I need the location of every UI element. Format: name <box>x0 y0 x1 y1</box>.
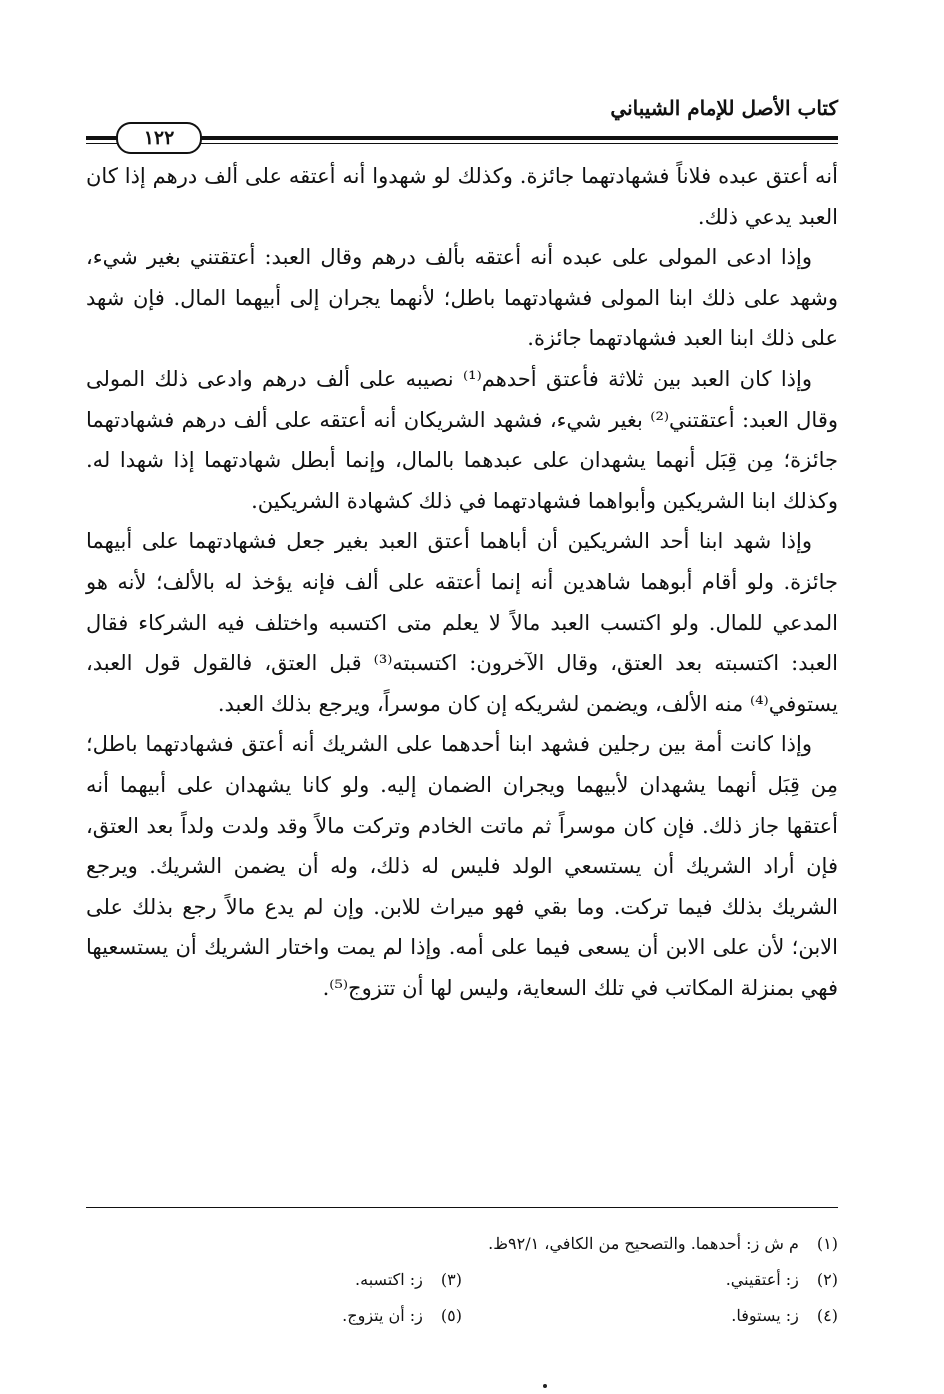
page-number: ١٢٢ <box>143 127 175 149</box>
footnote-separator <box>86 1207 838 1208</box>
bottom-dot <box>543 1384 547 1388</box>
footnotes <box>86 1226 838 1334</box>
paragraph-2: وإذا ادعى المولى على عبده أنه أعتقه بألف درهم وقال العبد: أعتقتني بغير شيء، وشهد على ذلك ابنا المولى فشهادتهما باطل؛ لأنهما يجران إلى أبيهما المال. فإن شهد على ذلك ابنا العبد فشهادتهما جائزة. <box>86 245 838 351</box>
footnote-text: م ش ز: أحدهما. والتصحيح من الكافي، ٩٢/١ظ. <box>488 1234 799 1253</box>
footnote-number: (١) <box>816 1234 838 1253</box>
footnote-text: ز: يستوفا. <box>731 1306 799 1325</box>
paragraph-5: وإذا كانت أمة بين رجلين فشهد ابنا أحدهما على الشريك أنه أعتق فشهادتهما باطل؛ مِن قِبَل أنهما يشهدان لأبيهما ويجران الضمان إليه. ولو كانا يشهدان على أبيهما أنه أعتقها جاز ذلك. فإن كان موسراً ثم ماتت الخادم وتركت مالاً وقد ولدت ولداً بعد العتق، فإن أراد الشريك أن يستسعي الولد فليس له ذلك، وله أن يضمن الشريك. ويرجع الشريك بذلك فيما تركت. وما بقي فهو ميراث للابن. وإن لم يدع مالاً رجع بذلك على الابن؛ لأن على الابن أن يسعى فيما على أمه. وإذا لم يمت واختار الشريك أن يستسعيها فهي بمنزلة المكاتب في تلك السعاية، وليس لها أن تتزوج⁽⁵⁾. <box>86 732 838 1000</box>
paragraph-3: وإذا كان العبد بين ثلاثة فأعتق أحدهم⁽¹⁾ نصيبه على ألف درهم وادعى ذلك المولى وقال العبد: أعتقتني⁽²⁾ بغير شيء، فشهد الشريكان أنه أعتقه على ألف درهم فشهادتهما جائزة؛ مِن قِبَل أنهما يشهدان على عبدهما بالمال، وإنما أبطل شهادتهما إذا شهدا له. وكذلك ابنا الشريكين وأبواهما فشهادتهما في ذلك كشهادة الشريكين. <box>86 366 838 513</box>
footnote-4 <box>462 1298 838 1334</box>
footnote-3 <box>86 1262 462 1298</box>
footnote-row <box>86 1226 838 1262</box>
main-text <box>86 156 838 1008</box>
footnote-text: ز: اكتسبه. <box>355 1270 423 1289</box>
footnote-row <box>86 1262 838 1298</box>
footnote-2 <box>462 1262 838 1298</box>
footnote-text: ز: أن يتزوج. <box>342 1306 423 1325</box>
running-header <box>86 92 838 150</box>
paragraph-4: وإذا شهد ابنا أحد الشريكين أن أباهما أعتق العبد بغير جعل فشهادتهما على أبيهما جائزة. ولو أقام أبوهما شاهدين أنه إنما أعتقه على ألف فإنه يؤخذ له بالألف؛ لأنه هو المدعي للمال. ولو اكتسب العبد مالاً لا يعلم متى اكتسبه واختلف فيه الشركاء فقال العبد: اكتسبته بعد العتق، وقال الآخرون: اكتسبته⁽³⁾ قبل العتق، فالقول قول العبد، يستوفي⁽⁴⁾ منه الألف، ويضمن لشريكه إن كان موسراً، ويرجع بذلك العبد. <box>86 529 838 716</box>
footnote-number: (٥) <box>440 1306 462 1325</box>
footnote-number: (٢) <box>816 1270 838 1289</box>
book-title: كتاب الأصل للإمام الشيباني <box>610 96 838 120</box>
page-number-badge <box>116 122 202 154</box>
footnote-number: (٤) <box>816 1306 838 1325</box>
footnote-text: ز: أعتقيني. <box>725 1270 799 1289</box>
footnote-number: (٣) <box>440 1270 462 1289</box>
footnote-5 <box>86 1298 462 1334</box>
paragraph-1: أنه أعتق عبده فلاناً فشهادتهما جائزة. وكذلك لو شهدوا أنه أعتقه على ألف درهم إذا كان العبد يدعي ذلك. <box>86 164 838 229</box>
footnote-row <box>86 1298 838 1334</box>
footnote-1 <box>86 1226 838 1262</box>
